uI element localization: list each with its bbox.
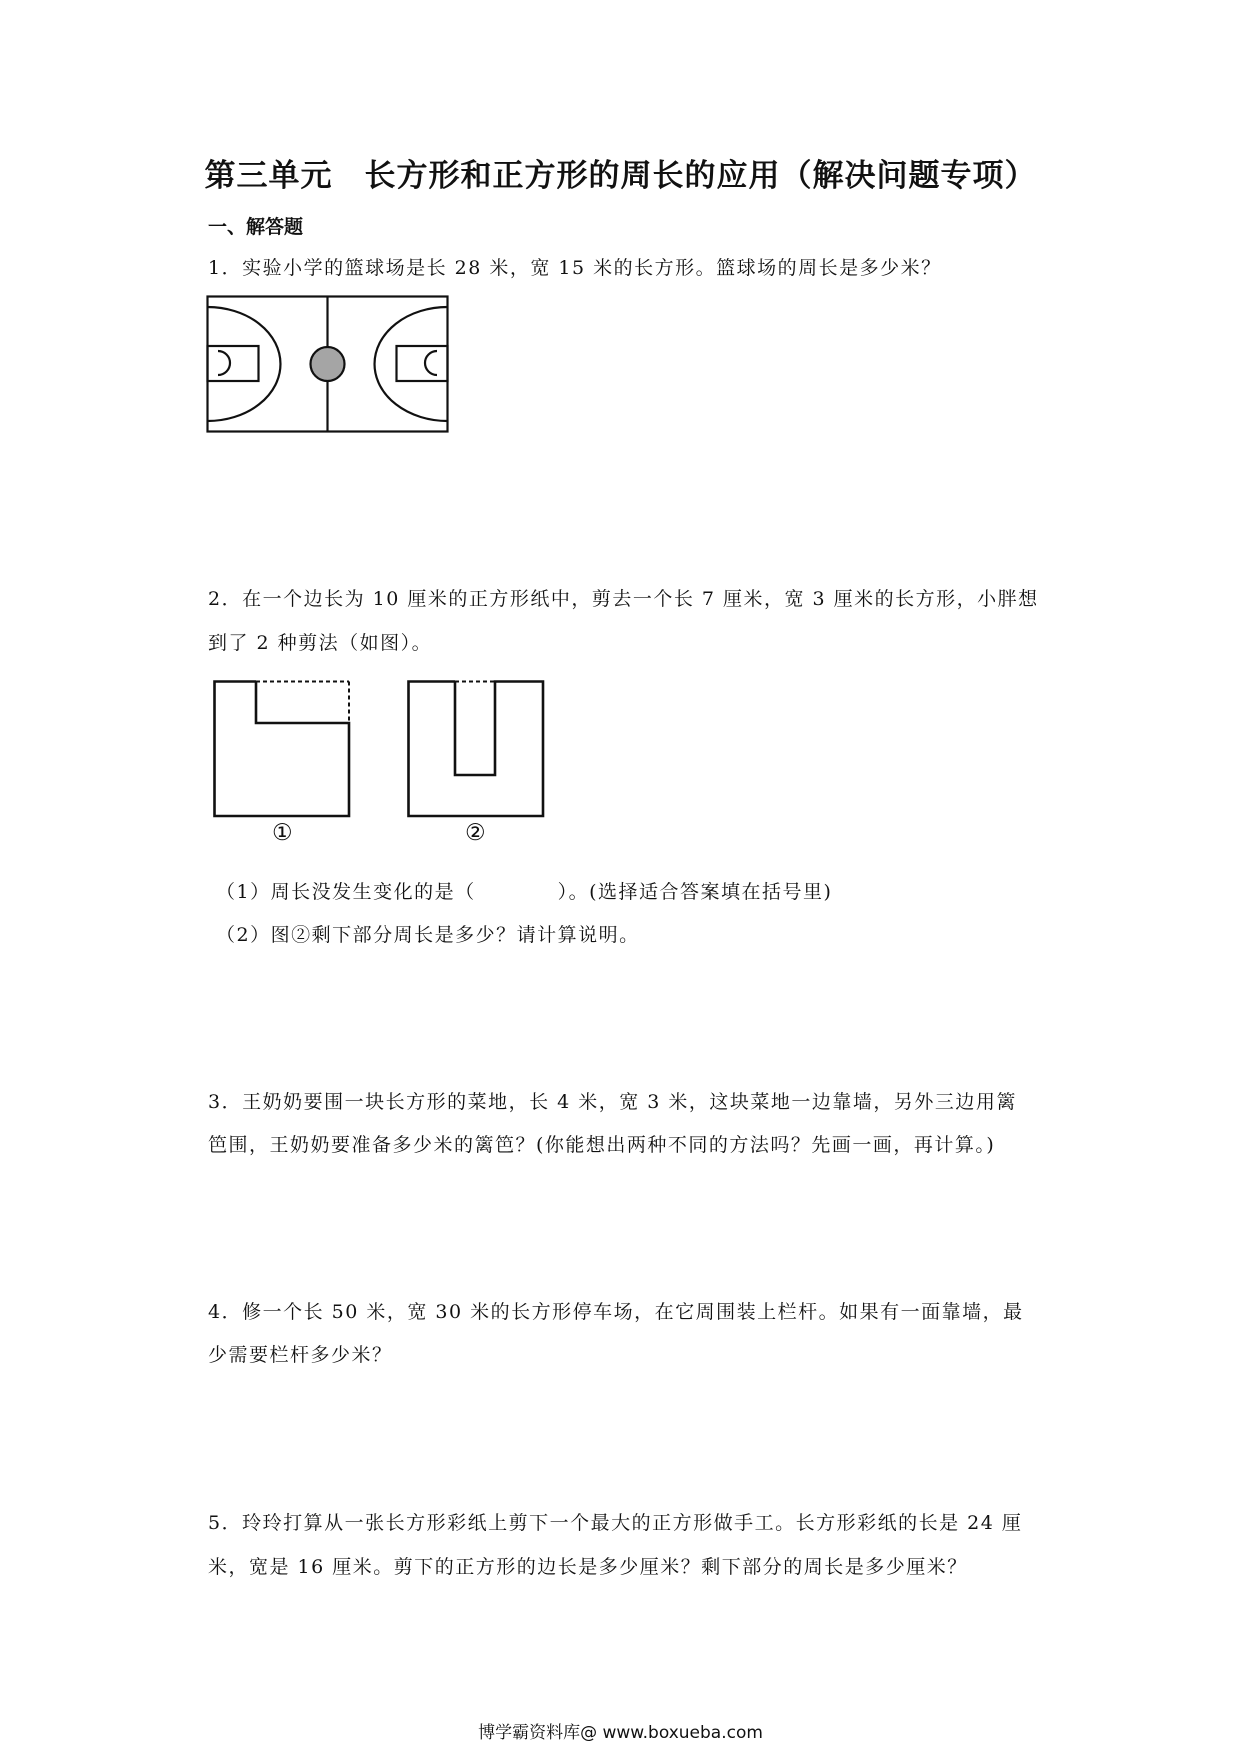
question-1: 1．实验小学的篮球场是长 28 米，宽 15 米的长方形。篮球场的周长是多少米？ [208, 257, 942, 279]
page-title: 第三单元 长方形和正方形的周长的应用（解决问题专项） [204, 158, 1037, 194]
question-2-line-1: 2．在一个边长为 10 厘米的正方形纸中，剪去一个长 7 厘米，宽 3 厘米的长方形，小胖想 [208, 588, 1039, 610]
left-basket-arc [218, 351, 230, 375]
question-5-line-1: 5．玲玲打算从一张长方形彩纸上剪下一个最大的正方形做手工。长方形彩纸的长是 24 厘 [208, 1512, 1023, 1534]
question-2-sub-2: （2）图②剩下部分周长是多少？请计算说明。 [216, 924, 640, 946]
question-5-line-2: 米，宽是 16 厘米。剪下的正方形的边长是多少厘米？剩下部分的周长是多少厘米？ [208, 1556, 968, 1578]
center-circle [311, 347, 345, 381]
figure-2-label: ② [465, 820, 486, 846]
right-three-point-arc [375, 307, 448, 421]
remaining-shape-outline [409, 682, 544, 817]
left-key [208, 346, 259, 381]
question-3-line-2: 笆围，王奶奶要准备多少米的篱笆？(你能想出两种不同的方法吗？先画一画，再计算。) [208, 1134, 996, 1156]
question-4-line-1: 4．修一个长 50 米，宽 30 米的长方形停车场，在它周围装上栏杆。如果有一面靠墙，最 [208, 1301, 1024, 1323]
right-key [397, 346, 448, 381]
basketball-court-figure [206, 295, 450, 435]
question-2-line-2: 到了 2 种剪法（如图）。 [208, 632, 433, 654]
figure-1-label: ① [272, 820, 293, 846]
question-4-line-2: 少需要栏杆多少米？ [208, 1344, 393, 1366]
footer-watermark: 博学霸资料库@ www.boxueba.com [478, 1723, 763, 1743]
question-3-line-1: 3．王奶奶要围一块长方形的菜地，长 4 米，宽 3 米，这块菜地一边靠墙，另外三边用篱 [208, 1091, 1017, 1113]
right-basket-arc [425, 351, 437, 375]
cut-figure-1 [213, 680, 353, 818]
cut-figure-2 [407, 680, 545, 818]
question-2-sub-1: （1）周长没发生变化的是（ ）。(选择适合答案填在括号里) [216, 881, 833, 903]
left-three-point-arc [208, 307, 281, 421]
remaining-shape-outline [215, 682, 350, 817]
section-heading: 一、解答题 [208, 216, 304, 238]
